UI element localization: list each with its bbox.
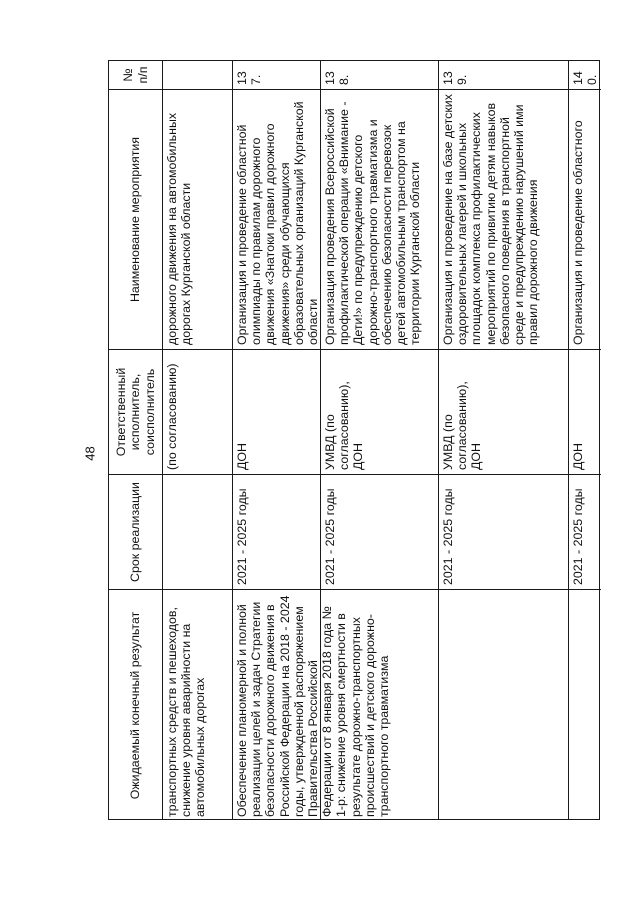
activities-table [108,60,600,820]
header-name [109,89,162,349]
header-num-text: № п/п [121,66,150,84]
cell-result: транспортных средств и пешеходов, снижение уровня аварийности на автомобильных дорогах [163,589,232,821]
cell-term [163,474,232,589]
header-num [109,61,162,89]
header-term [109,474,162,589]
cell-result-merged: Обеспечение планомерной и полной реализации целей и задач Стратегии безопасности дорожного движения в Российской Федерации на 2018 - 2024 годы, утвержденной распоряжением Правительства Российской Федерации от 8 января 2018 года № 1-р: снижение уровня смертности в результате дорожно-транспортных происшествий и детского дорожно-транспортного травматизма [233,589,320,821]
cell-result [569,589,601,821]
table-row [163,61,233,819]
cell-responsible: УМВД (по согласованию), ДОН [439,349,568,474]
cell-name: Организация и проведение областной олимпиады по правилам дорожного движения «Знатоки правил дорожного движения» среди обучающихся образовательных организаций Курганской области [233,89,320,349]
header-responsible [109,349,162,474]
cell-responsible: ДОН [233,349,320,474]
cell-term: 2021 - 2025 годы [439,474,568,589]
cell-name: Организация и проведение на базе детских оздоровительных лагерей и школьных площадок комплекса профилактических мероприятий по привитию детям навыков безопасного поведения в транспортной среде и предупреждению нарушений ими правил дорожного движения [439,89,568,349]
cell-num: 137. [235,71,264,85]
table-header-row [109,61,163,819]
header-term-text: Срок реализации [128,482,143,582]
page-number-text: 48 [82,445,98,461]
cell-responsible: ДОН [569,349,601,474]
page-number [80,438,100,468]
table-row [569,61,601,819]
cell-num [163,61,232,89]
cell-name: Организация проведения Всероссийской профилактической операции «Внимание - Дети!» по предупреждению детского дорожно-транспортного травматизма и обеспечению безопасности перевозок детей автомобильным транспортом на территории Курганской области [321,89,438,349]
cell-term: 2021 - 2025 годы [321,474,438,589]
cell-responsible: (по согласованию) [163,349,232,474]
header-result [109,589,162,821]
cell-responsible: УМВД (по согласованию), ДОН [321,349,438,474]
cell-num: 139. [441,71,470,85]
header-responsible-text: Ответственный исполнитель, соисполнитель [114,367,157,457]
cell-term: 2021 - 2025 годы [569,474,601,589]
cell-name: дорожного движения на автомобильных дорогах Курганской области [163,89,232,349]
cell-name: Организация и проведение областного [569,89,601,349]
header-result-text: Ожидаемый конечный результат [128,611,143,800]
header-name-text: Наименование мероприятия [128,136,143,303]
cell-num: 140. [571,71,600,85]
cell-term: 2021 - 2025 годы [233,474,320,589]
cell-num: 138. [323,71,352,85]
